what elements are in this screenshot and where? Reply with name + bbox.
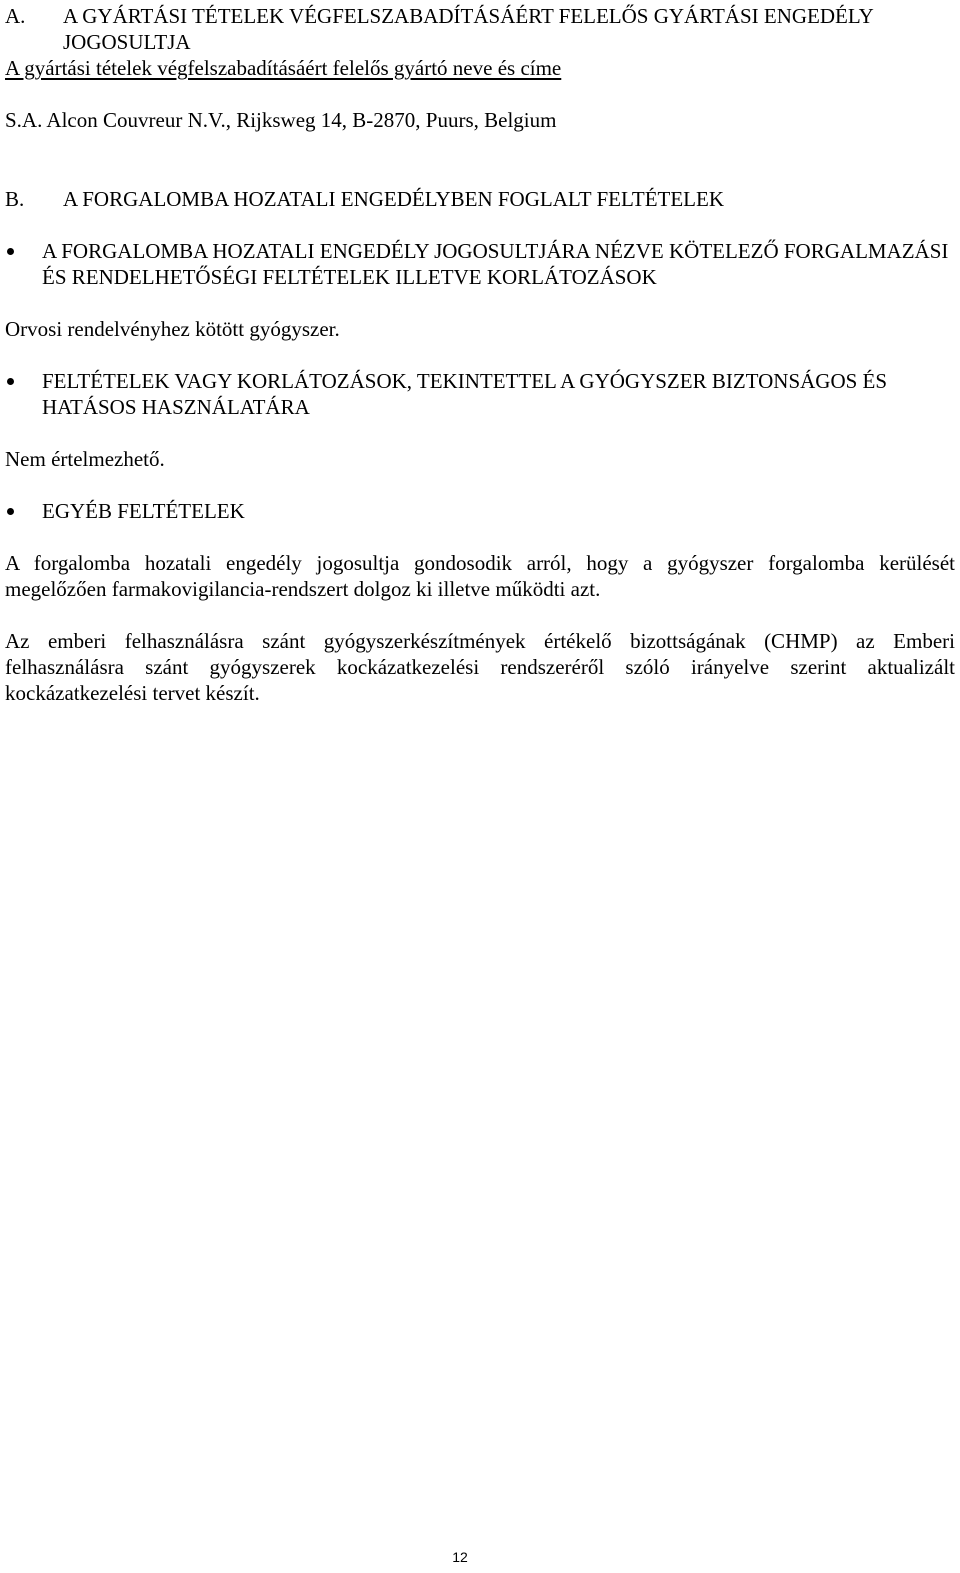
bullet-heading: FELTÉTELEK VAGY KORLÁTOZÁSOK, TEKINTETTEL A GYÓGYSZER BIZTONSÁGOS ÉS HATÁSOS HASZNÁLATÁRA	[42, 369, 888, 419]
section-a-heading	[5, 3, 955, 55]
section-b-title: A FORGALOMBA HOZATALI ENGEDÉLYBEN FOGLALT FELTÉTELEK	[63, 187, 725, 211]
safe-use-text: Nem értelmezhető.	[5, 447, 165, 471]
risk-management-paragraph: Az emberi felhasználásra szánt gyógyszerkészítmények értékelő bizottságának (CHMP) az Emberi felhasználásra szánt gyógyszerek kockázatkezelési rendszeréről szóló irányelve szerint aktualizált kockázatkezelési tervet készít.	[5, 629, 955, 705]
bullet-item-distribution-conditions	[5, 238, 955, 290]
pharmacovigilance-paragraph: A forgalomba hozatali engedély jogosultja gondosodik arról, hogy a gyógyszer forgalomba kerülését megelőzően farmakovigilancia-rendszert dolgoz ki illetve működti azt.	[5, 551, 955, 601]
section-a-letter: A.	[5, 4, 26, 28]
section-a-title: A GYÁRTÁSI TÉTELEK VÉGFELSZABADÍTÁSÁÉRT FELELŐS GYÁRTÁSI ENGEDÉLY JOGOSULTJA	[63, 4, 873, 54]
bullet-item-other-conditions	[5, 498, 955, 524]
bullet-heading: EGYÉB FELTÉTELEK	[42, 499, 245, 523]
prescription-status-text: Orvosi rendelvényhez kötött gyógyszer.	[5, 317, 340, 341]
section-b-letter: B.	[5, 187, 25, 211]
document-page	[5, 3, 955, 706]
page-number: 12	[452, 1549, 468, 1565]
bullet-heading: A FORGALOMBA HOZATALI ENGEDÉLY JOGOSULTJÁRA NÉZVE KÖTELEZŐ FORGALMAZÁSI ÉS RENDELHETŐSÉGI FELTÉTELEK ILLETVE KORLÁTOZÁSOK	[42, 239, 949, 289]
manufacturer-address: S.A. Alcon Couvreur N.V., Rijksweg 14, B-2870, Puurs, Belgium	[5, 108, 557, 132]
bullet-item-safe-use-conditions	[5, 368, 955, 420]
section-b-heading	[5, 186, 955, 212]
manufacturer-subtitle: A gyártási tételek végfelszabadításáért felelős gyártó neve és címe	[5, 56, 562, 80]
bullet-icon	[5, 238, 42, 290]
bullet-icon	[5, 368, 42, 420]
bullet-icon	[5, 498, 42, 524]
